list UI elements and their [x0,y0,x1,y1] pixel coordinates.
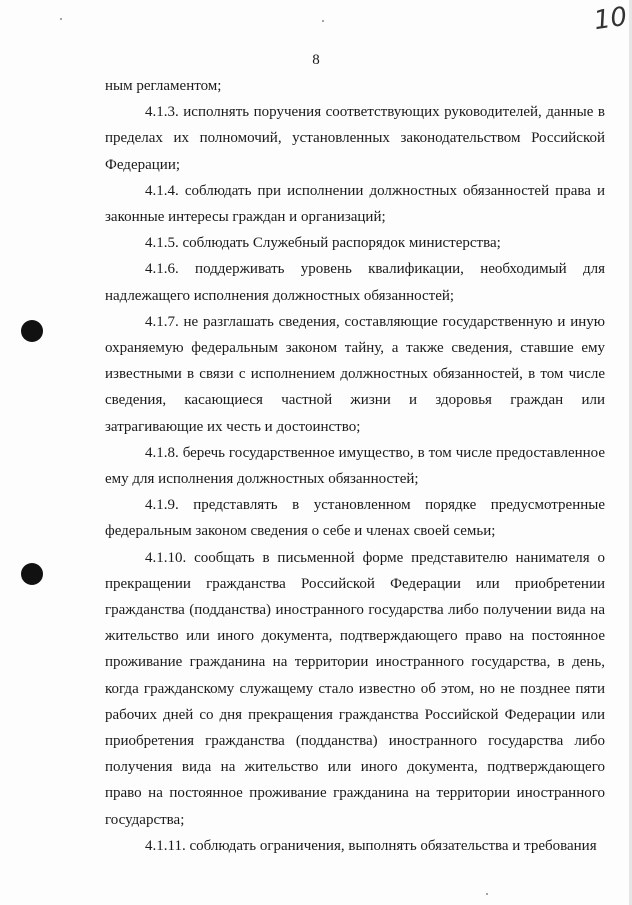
page-number: 8 [312,52,320,68]
scan-speck [60,18,62,20]
document-body [105,73,605,859]
paragraph-4-1-11: 4.1.11. соблюдать ограничения, выполнять обязательства и требования [145,837,597,854]
handwritten-page-number: 10 [592,1,630,37]
paragraph-4-1-7: 4.1.7. не разглашать сведения, составляющие государственную и иную охраняемую федеральным законом тайну, а также сведения, ставшие ему известными в связи с исполнением должностных обязанностей, в том числе сведения, касающиеся частной жизни и здоровья граждан или затрагивающие их честь и достоинство; [105,313,605,435]
paragraph-4-1-10: 4.1.10. сообщать в письменной форме представителю нанимателя о прекращении гражданства Российской Федерации или приобретении гражданства (подданства) иностранного государства либо получении вида на жительство или иного документа, подтверждающего право на постоянное проживание гражданина на территории иностранного государства, в день, когда гражданскому служащему стало известно об этом, но не позднее пяти рабочих дней со дня прекращения гражданства Российской Федерации или приобретения гражданства (подданства) иностранного государства либо получения вида на жительство или иного документа, подтверждающего право на постоянное проживание гражданина на территории иностранного государства; [105,549,605,828]
paragraph-4-1-3: 4.1.3. исполнять поручения соответствующих руководителей, данные в пределах их полномочий, установленных законодательством Российской Федерации; [105,104,605,173]
paragraph-4-1-9: 4.1.9. представлять в установленном порядке предусмотренные федеральным законом сведения о себе и членах своей семьи; [105,497,605,540]
paragraph-4-1-6: 4.1.6. поддерживать уровень квалификации, необходимый для надлежащего исполнения должностных обязанностей; [105,261,605,304]
paragraph-4-1-5: 4.1.5. соблюдать Служебный распорядок министерства; [145,235,501,252]
paragraph-4-1-4: 4.1.4. соблюдать при исполнении должностных обязанностей права и законные интересы граждан и организаций; [105,182,605,226]
paragraph-4-1-8: 4.1.8. беречь государственное имущество, в том числе предоставленное ему для исполнения должностных обязанностей; [105,444,605,488]
punch-hole [21,563,43,585]
scan-speck [486,893,488,895]
scan-speck [322,20,324,22]
paragraph-continuation: ным регламентом; [105,78,222,94]
punch-hole [21,320,43,342]
